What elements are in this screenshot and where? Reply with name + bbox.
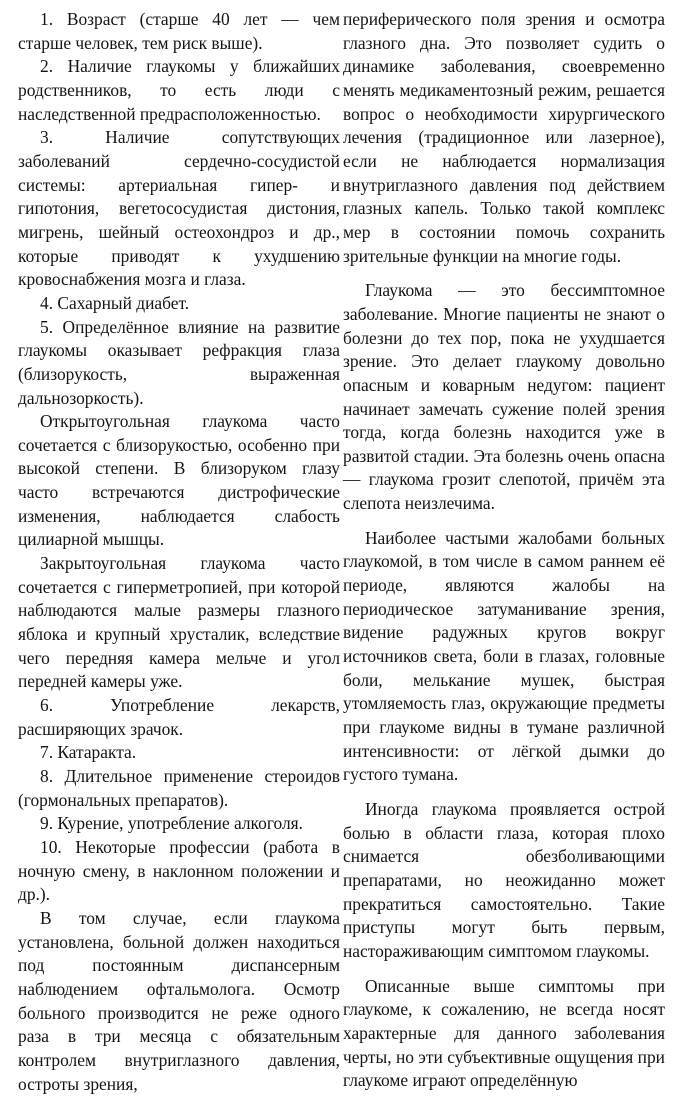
paragraph: Описанные выше симптомы при глаукоме, к сожалению, не всегда носят характерные для данного заболевания черты, но эти субъективные ощущения при глаукоме играют определённую: [343, 975, 665, 1091]
paragraph: 3. Наличие сопутствующих заболеваний сердечно-сосудистой системы: артериальная гипер- и гипотония, вегетососудистая дистония, мигрень, шейный остеохондроз и др., которые приводят к ухудшению кровоснабжения мозга и глаза.: [18, 127, 340, 290]
paragraph: 2. Наличие глаукомы у ближайших родственников, то есть люди с наследственной предрасположенностью.: [18, 56, 340, 124]
paragraph: 5. Определённое влияние на развитие глаукомы оказывает рефракция глаза (близорукость, выраженная дальнозоркость).: [18, 316, 340, 408]
paragraph: Иногда глаукома проявляется острой болью в области глаза, которая плохо снимается обезболивающими препаратами, но неожиданно может прекратиться самостоятельно. Такие приступы могут быть первым, настораживающим симптомом глаукомы.: [343, 799, 665, 961]
paragraph: 9. Курение, употребление алкоголя.: [40, 813, 304, 834]
left-column: [18, 8, 340, 1096]
paragraph: Открытоугольная глаукома часто сочетается с близорукостью, особенно при высокой степени. В близоруком глазу часто встречаются дистрофические изменения, наблюдается слабость цилиарной мышцы.: [18, 411, 340, 550]
paragraph: В том случае, если глаукома установлена, больной должен находиться под постоянным диспансерным наблюдением офтальмолога. Осмотр больного производится не реже одного раза в три месяца с обязательным контролем внутриглазного давления, остроты зрения,: [18, 907, 340, 1094]
paragraph: 6. Употребление лекарств, расширяющих зрачок.: [18, 695, 340, 739]
paragraph: 7. Катаракта.: [40, 742, 137, 763]
paragraph: Закрытоугольная глаукома часто сочетается с гиперметропией, при которой наблюдаются малые размеры глазного яблока и крупный хрусталик, вследствие чего передняя камера мельче и угол передней камеры уже.: [18, 553, 340, 692]
paragraph: 10. Некоторые профессии (работа в ночную смену, в наклонном положении и др.).: [18, 836, 340, 905]
paragraph: 8. Длительное применение стероидов (гормональных препаратов).: [18, 766, 340, 810]
paragraph: 4. Сахарный диабет.: [40, 292, 190, 313]
paragraph: 1. Возраст (старше 40 лет — чем старше человек, тем риск выше).: [18, 9, 340, 53]
paragraph: периферического поля зрения и осмотра глазного дна. Это позволяет судить о динамике заболевания, своевременно менять медикаментозный режим, решается вопрос о необходимости хирургического лечения (традиционное или лазерное), если не наблюдается нормализация внутриглазного давления под действием глазных капель. Только такой комплекс мер в состоянии помочь сохранить зрительные функции на многие годы.: [343, 9, 665, 266]
paragraph: Наиболее частыми жалобами больных глаукомой, в том числе в самом раннем её периоде, являются жалобы на периодическое затуманивание зрения, видение радужных кругов вокруг источников света, боли в глазах, головные боли, мелькание мушек, быстрая утомляемость глаз, окружающие предметы при глаукоме видны в тумане различной интенсивности: от лёгкой дымки до густого тумана.: [343, 527, 665, 785]
right-column: [343, 8, 665, 1093]
paragraph: Глаукома — это бессимптомное заболевание. Многие пациенты не знают о болезни до тех пор, пока не ухудшается зрение. Это делает глаукому довольно опасным и коварным недугом: пациент начинает замечать сужение полей зрения тогда, когда болезнь находится уже в развитой стадии. Эта болезнь очень опасна — глаукома грозит слепотой, причём эта слепота неизлечима.: [343, 280, 665, 514]
